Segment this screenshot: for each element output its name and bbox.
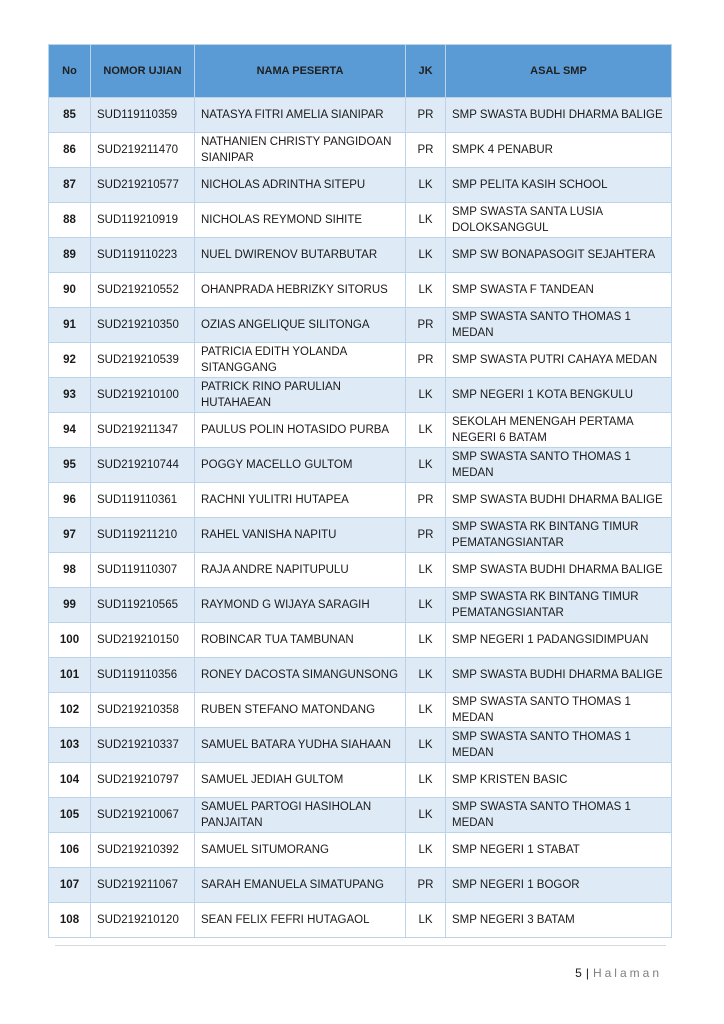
table-header-row (49, 45, 672, 98)
table-row (49, 693, 672, 728)
cell-no: 101 (49, 658, 91, 693)
cell-nama-peserta: NATHANIEN CHRISTY PANGIDOAN SIANIPAR (195, 133, 406, 168)
header-nama-peserta: NAMA PESERTA (195, 45, 406, 98)
table-row (49, 133, 672, 168)
cell-asal-smp: SMP SWASTA SANTO THOMAS 1 MEDAN (446, 728, 672, 763)
cell-no: 96 (49, 483, 91, 518)
table-row (49, 623, 672, 658)
cell-no: 102 (49, 693, 91, 728)
cell-no: 95 (49, 448, 91, 483)
cell-nama-peserta: SAMUEL BATARA YUDHA SIAHAAN (195, 728, 406, 763)
cell-jk: LK (406, 168, 446, 203)
table-row (49, 343, 672, 378)
cell-nama-peserta: PAULUS POLIN HOTASIDO PURBA (195, 413, 406, 448)
table-row (49, 903, 672, 938)
cell-nama-peserta: ROBINCAR TUA TAMBUNAN (195, 623, 406, 658)
cell-asal-smp: SMP NEGERI 1 PADANGSIDIMPUAN (446, 623, 672, 658)
cell-asal-smp: SMP SWASTA BUDHI DHARMA BALIGE (446, 98, 672, 133)
cell-jk: PR (406, 518, 446, 553)
cell-jk: PR (406, 868, 446, 903)
cell-asal-smp: SMP SWASTA SANTA LUSIA DOLOKSANGGUL (446, 203, 672, 238)
cell-nomor-ujian: SUD219210350 (91, 308, 195, 343)
cell-nomor-ujian: SUD119110223 (91, 238, 195, 273)
cell-jk: LK (406, 798, 446, 833)
participant-table (48, 44, 672, 938)
table-row (49, 588, 672, 623)
table-body (49, 98, 672, 938)
cell-no: 103 (49, 728, 91, 763)
cell-nama-peserta: SAMUEL JEDIAH GULTOM (195, 763, 406, 798)
header-nomor-ujian: NOMOR UJIAN (91, 45, 195, 98)
cell-no: 108 (49, 903, 91, 938)
cell-no: 91 (49, 308, 91, 343)
table-row (49, 273, 672, 308)
cell-nama-peserta: OHANPRADA HEBRIZKY SITORUS (195, 273, 406, 308)
cell-nomor-ujian: SUD219210539 (91, 343, 195, 378)
cell-jk: LK (406, 658, 446, 693)
cell-asal-smp: SMP SWASTA BUDHI DHARMA BALIGE (446, 553, 672, 588)
header-asal-smp: ASAL SMP (446, 45, 672, 98)
cell-asal-smp: SMP PELITA KASIH SCHOOL (446, 168, 672, 203)
cell-nomor-ujian: SUD219211067 (91, 868, 195, 903)
cell-nomor-ujian: SUD219210744 (91, 448, 195, 483)
table-row (49, 483, 672, 518)
cell-nama-peserta: PATRICK RINO PARULIAN HUTAHAEAN (195, 378, 406, 413)
table-row (49, 168, 672, 203)
cell-nomor-ujian: SUD219210392 (91, 833, 195, 868)
table-row (49, 98, 672, 133)
footer-divider (55, 945, 666, 946)
cell-nomor-ujian: SUD119110356 (91, 658, 195, 693)
cell-nama-peserta: SAMUEL SITUMORANG (195, 833, 406, 868)
cell-jk: LK (406, 273, 446, 308)
cell-asal-smp: SMP NEGERI 3 BATAM (446, 903, 672, 938)
table-row (49, 308, 672, 343)
cell-asal-smp: SEKOLAH MENENGAH PERTAMA NEGERI 6 BATAM (446, 413, 672, 448)
cell-nama-peserta: RAYMOND G WIJAYA SARAGIH (195, 588, 406, 623)
table-row (49, 448, 672, 483)
cell-nama-peserta: SEAN FELIX FEFRI HUTAGAOL (195, 903, 406, 938)
page-number: 5 (575, 966, 582, 980)
cell-jk: LK (406, 728, 446, 763)
cell-no: 97 (49, 518, 91, 553)
table-row (49, 798, 672, 833)
cell-asal-smp: SMP NEGERI 1 BOGOR (446, 868, 672, 903)
cell-jk: LK (406, 238, 446, 273)
cell-nomor-ujian: SUD219210577 (91, 168, 195, 203)
page-label: Halaman (592, 966, 662, 980)
cell-nama-peserta: NATASYA FITRI AMELIA SIANIPAR (195, 98, 406, 133)
cell-nomor-ujian: SUD119210919 (91, 203, 195, 238)
cell-no: 100 (49, 623, 91, 658)
cell-no: 88 (49, 203, 91, 238)
cell-jk: PR (406, 98, 446, 133)
cell-nama-peserta: RAJA ANDRE NAPITUPULU (195, 553, 406, 588)
cell-asal-smp: SMPK 4 PENABUR (446, 133, 672, 168)
cell-jk: LK (406, 448, 446, 483)
cell-nama-peserta: SAMUEL PARTOGI HASIHOLAN PANJAITAN (195, 798, 406, 833)
cell-nomor-ujian: SUD119110359 (91, 98, 195, 133)
header-no: No (49, 45, 91, 98)
cell-nomor-ujian: SUD219210100 (91, 378, 195, 413)
cell-no: 104 (49, 763, 91, 798)
cell-jk: LK (406, 903, 446, 938)
cell-jk: LK (406, 553, 446, 588)
cell-jk: LK (406, 833, 446, 868)
cell-asal-smp: SMP SWASTA PUTRI CAHAYA MEDAN (446, 343, 672, 378)
cell-asal-smp: SMP NEGERI 1 STABAT (446, 833, 672, 868)
cell-jk: LK (406, 693, 446, 728)
table-row (49, 553, 672, 588)
cell-asal-smp: SMP KRISTEN BASIC (446, 763, 672, 798)
cell-nomor-ujian: SUD219210337 (91, 728, 195, 763)
cell-nomor-ujian: SUD119110307 (91, 553, 195, 588)
cell-no: 93 (49, 378, 91, 413)
cell-jk: PR (406, 133, 446, 168)
cell-no: 107 (49, 868, 91, 903)
cell-no: 86 (49, 133, 91, 168)
cell-jk: LK (406, 413, 446, 448)
cell-nama-peserta: RAHEL VANISHA NAPITU (195, 518, 406, 553)
cell-no: 99 (49, 588, 91, 623)
cell-asal-smp: SMP SWASTA F TANDEAN (446, 273, 672, 308)
cell-jk: LK (406, 588, 446, 623)
table-row (49, 658, 672, 693)
cell-no: 106 (49, 833, 91, 868)
cell-nomor-ujian: SUD119110361 (91, 483, 195, 518)
table-row (49, 833, 672, 868)
cell-jk: PR (406, 343, 446, 378)
cell-nama-peserta: PATRICIA EDITH YOLANDA SITANGGANG (195, 343, 406, 378)
cell-nama-peserta: OZIAS ANGELIQUE SILITONGA (195, 308, 406, 343)
cell-nomor-ujian: SUD119211210 (91, 518, 195, 553)
cell-jk: LK (406, 378, 446, 413)
cell-nama-peserta: RACHNI YULITRI HUTAPEA (195, 483, 406, 518)
cell-nomor-ujian: SUD119210565 (91, 588, 195, 623)
cell-asal-smp: SMP SWASTA SANTO THOMAS 1 MEDAN (446, 448, 672, 483)
cell-nama-peserta: POGGY MACELLO GULTOM (195, 448, 406, 483)
cell-no: 89 (49, 238, 91, 273)
cell-nomor-ujian: SUD219211347 (91, 413, 195, 448)
cell-asal-smp: SMP SWASTA SANTO THOMAS 1 MEDAN (446, 798, 672, 833)
header-jk: JK (406, 45, 446, 98)
table-row (49, 518, 672, 553)
cell-asal-smp: SMP SWASTA RK BINTANG TIMUR PEMATANGSIANTAR (446, 588, 672, 623)
cell-no: 87 (49, 168, 91, 203)
table-row (49, 763, 672, 798)
cell-no: 90 (49, 273, 91, 308)
table-row (49, 378, 672, 413)
cell-no: 105 (49, 798, 91, 833)
cell-nama-peserta: NICHOLAS REYMOND SIHITE (195, 203, 406, 238)
cell-nama-peserta: NICHOLAS ADRINTHA SITEPU (195, 168, 406, 203)
cell-nomor-ujian: SUD219210067 (91, 798, 195, 833)
cell-nama-peserta: NUEL DWIRENOV BUTARBUTAR (195, 238, 406, 273)
cell-nomor-ujian: SUD219210797 (91, 763, 195, 798)
cell-no: 94 (49, 413, 91, 448)
cell-jk: LK (406, 763, 446, 798)
cell-nama-peserta: RONEY DACOSTA SIMANGUNSONG (195, 658, 406, 693)
cell-jk: LK (406, 203, 446, 238)
cell-asal-smp: SMP SWASTA BUDHI DHARMA BALIGE (446, 658, 672, 693)
cell-jk: PR (406, 483, 446, 518)
cell-asal-smp: SMP SWASTA RK BINTANG TIMUR PEMATANGSIANTAR (446, 518, 672, 553)
cell-no: 98 (49, 553, 91, 588)
cell-asal-smp: SMP NEGERI 1 KOTA BENGKULU (446, 378, 672, 413)
cell-nomor-ujian: SUD219210120 (91, 903, 195, 938)
cell-no: 85 (49, 98, 91, 133)
cell-jk: LK (406, 623, 446, 658)
cell-asal-smp: SMP SWASTA SANTO THOMAS 1 MEDAN (446, 308, 672, 343)
cell-jk: PR (406, 308, 446, 343)
table-row (49, 868, 672, 903)
table-row (49, 728, 672, 763)
footer-separator: | (585, 966, 589, 980)
page-footer (575, 966, 662, 980)
cell-nama-peserta: RUBEN STEFANO MATONDANG (195, 693, 406, 728)
cell-nomor-ujian: SUD219210150 (91, 623, 195, 658)
cell-nomor-ujian: SUD219210358 (91, 693, 195, 728)
cell-nomor-ujian: SUD219210552 (91, 273, 195, 308)
table-row (49, 413, 672, 448)
table-row (49, 203, 672, 238)
table-row (49, 238, 672, 273)
cell-asal-smp: SMP SWASTA BUDHI DHARMA BALIGE (446, 483, 672, 518)
cell-nama-peserta: SARAH EMANUELA SIMATUPANG (195, 868, 406, 903)
cell-asal-smp: SMP SW BONAPASOGIT SEJAHTERA (446, 238, 672, 273)
cell-no: 92 (49, 343, 91, 378)
cell-nomor-ujian: SUD219211470 (91, 133, 195, 168)
cell-asal-smp: SMP SWASTA SANTO THOMAS 1 MEDAN (446, 693, 672, 728)
